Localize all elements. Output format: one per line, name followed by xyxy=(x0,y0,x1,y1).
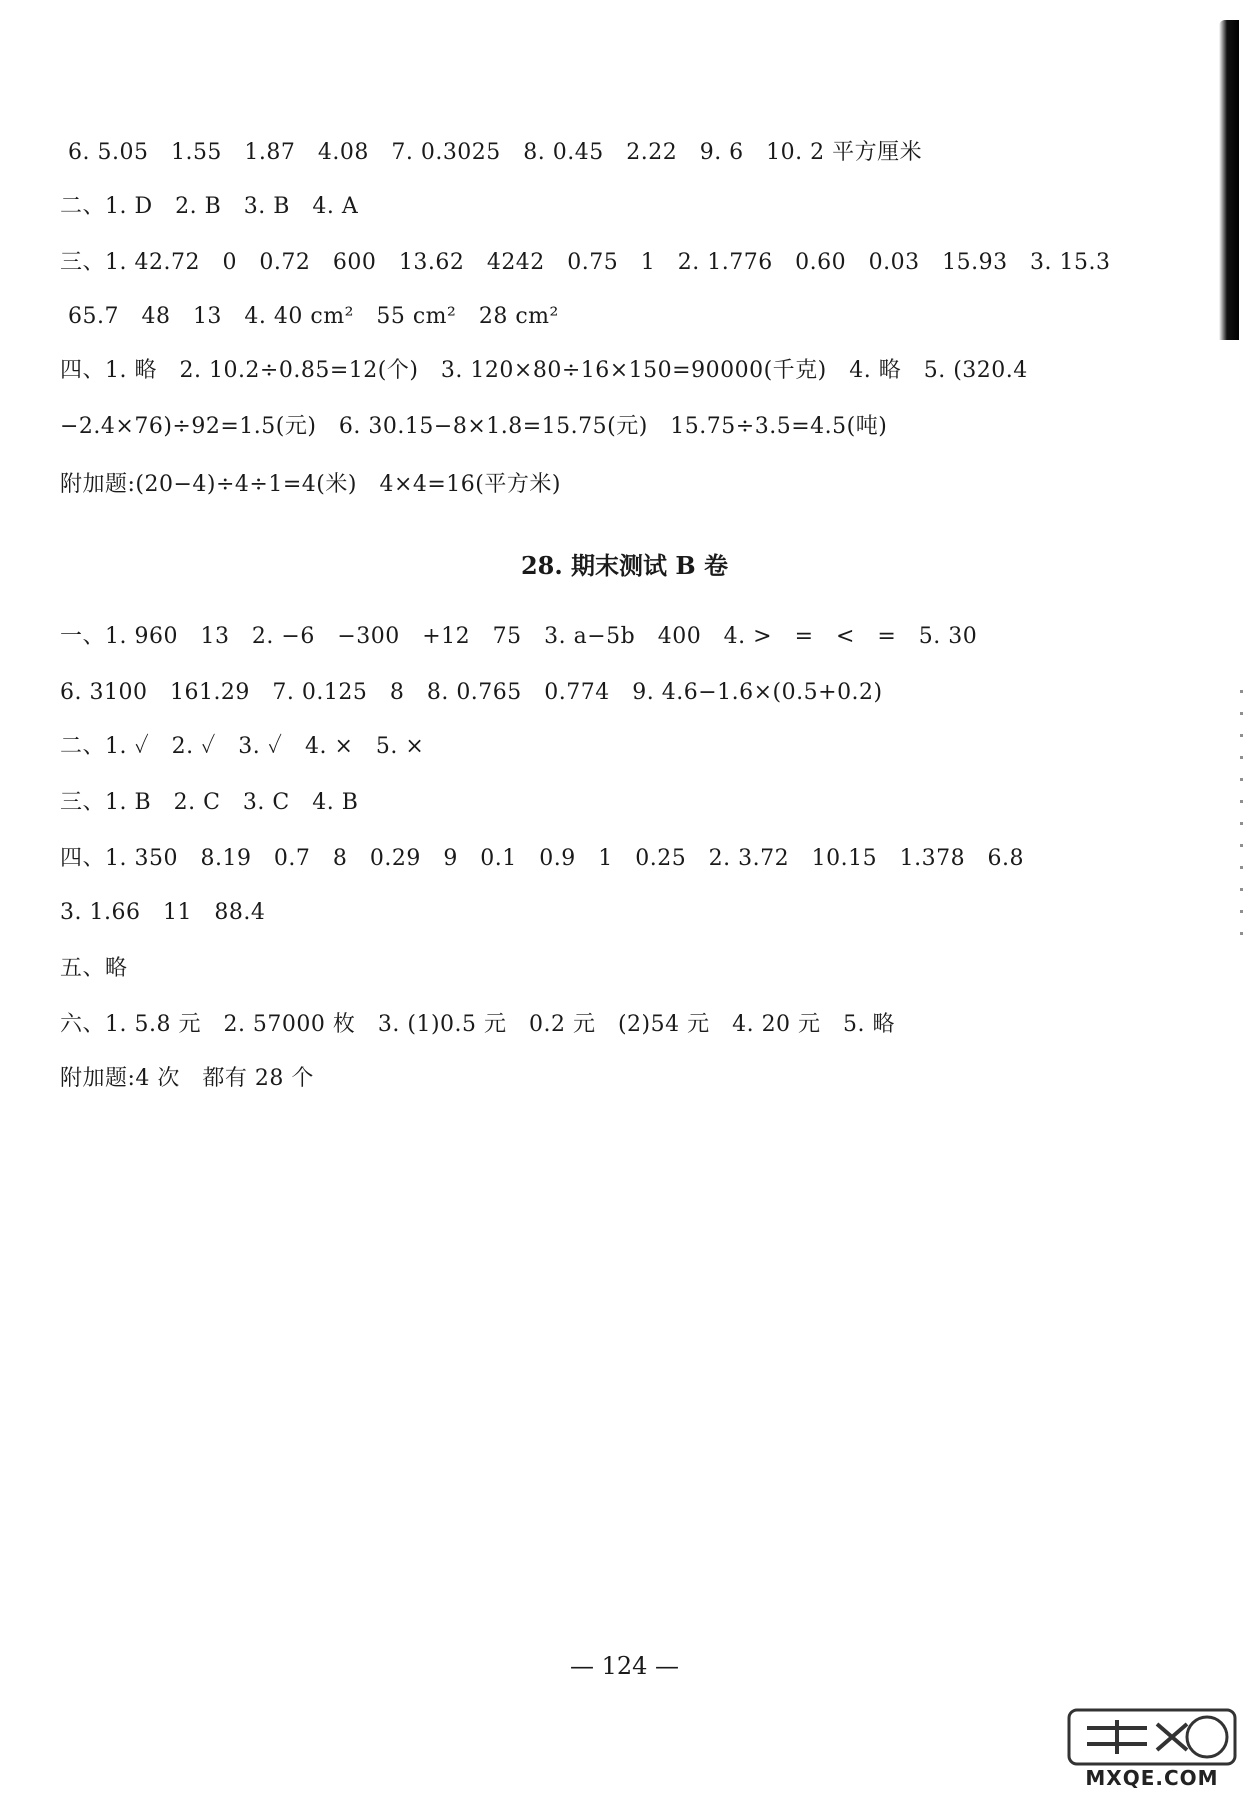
section-b-line-3: 二、1. ✓ 2. ✓ 3. ✓ 4. × 5. × xyxy=(60,734,425,759)
section-b-line-6: 3. 1.66 11 88.4 xyxy=(60,900,266,925)
section-b-line-1: 一、1. 960 13 2. −6 −300 +12 75 3. a−5b 400 4. > = < = 5. 30 xyxy=(60,624,978,649)
answer-line-5: 四、1. 略 2. 10.2÷0.85=12(个) 3. 120×80÷16×150=90000(千克) 4. 略 5. (320.4 xyxy=(60,358,1028,383)
page-number: — 124 — xyxy=(569,1652,680,1680)
answer-line-3: 三、1. 42.72 0 0.72 600 13.62 4242 0.75 1 2. 1.776 0.60 0.03 15.93 3. 15.3 xyxy=(60,250,1111,275)
answer-line-1: 6. 5.05 1.55 1.87 4.08 7. 0.3025 8. 0.45 2.22 9. 6 10. 2 平方厘米 xyxy=(68,140,923,165)
answer-line-6: −2.4×76)÷92=1.5(元) 6. 30.15−8×1.8=15.75(元) 15.75÷3.5=4.5(吨) xyxy=(60,414,888,439)
section-b-line-9: 附加题:4 次 都有 28 个 xyxy=(60,1066,314,1091)
section-b-line-5: 四、1. 350 8.19 0.7 8 0.29 9 0.1 0.9 1 0.25 2. 3.72 10.15 1.378 6.8 xyxy=(60,846,1025,871)
answer-line-2: 二、1. D 2. B 3. B 4. A xyxy=(60,194,359,219)
watermark-logo xyxy=(1067,1708,1237,1790)
section-b-line-7: 五、略 xyxy=(60,956,128,981)
scan-edge-specks xyxy=(1240,690,1243,950)
answer-line-7: 附加题:(20−4)÷4÷1=4(米) 4×4=16(平方米) xyxy=(60,472,561,497)
section-b-line-8: 六、1. 5.8 元 2. 57000 枚 3. (1)0.5 元 0.2 元 (2)54 元 4. 20 元 5. 略 xyxy=(60,1012,896,1037)
section-b-line-2: 6. 3100 161.29 7. 0.125 8 8. 0.765 0.774 9. 4.6−1.6×(0.5+0.2) xyxy=(60,680,883,705)
answer-line-4: 65.7 48 13 4. 40 cm² 55 cm² 28 cm² xyxy=(68,304,559,329)
section-title: 28. 期末测试 B 卷 xyxy=(520,551,729,580)
scan-edge-shadow xyxy=(1219,20,1239,340)
watermark-site: MXQE.COM xyxy=(1085,1766,1219,1790)
section-b-line-4: 三、1. B 2. C 3. C 4. B xyxy=(60,790,359,815)
